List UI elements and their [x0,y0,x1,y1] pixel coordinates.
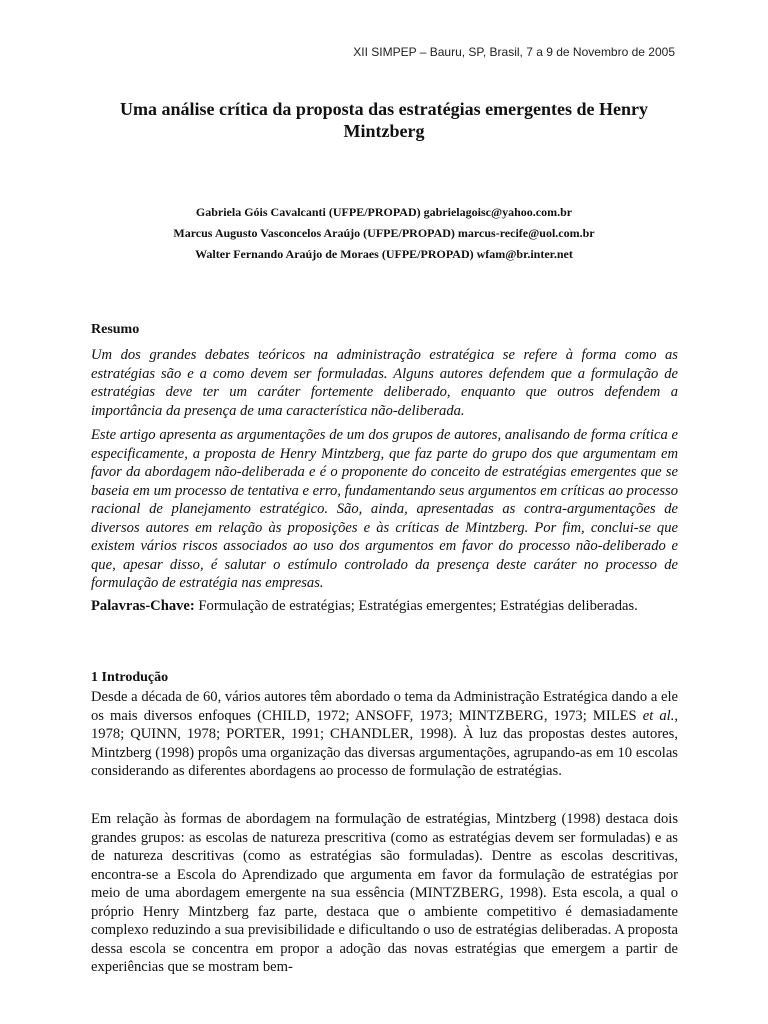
author-list [80,202,688,265]
intro-text: Desde a década de 60, vários autores têm abordado o tema da Administração Estratégica dando a ele os mais diversos enfoques (CHILD, 1972; ANSOFF, 1973; MINTZBERG, 1973; MILES [91,689,678,724]
author-line: Marcus Augusto Vasconcelos Araújo (UFPE/PROPAD) marcus-recife@uol.com.br [173,226,595,240]
intro-text: , 1978; QUINN, 1978; PORTER, 1991; CHANDLER, 1998). À luz das propostas destes autores, Mintzberg (1998) propôs uma organização das diversas argumentações, agrupando-as em 10 escolas considerando as diferentes abordagens ao processo de formulação de estratégias. [91,707,678,779]
abstract-paragraph: Este artigo apresenta as argumentações de um dos grupos de autores, analisando de forma crítica e especificamente, a proposta de Henry Mintzberg, que faz parte do grupo dos que argumentam em favor da abordagem não-deliberada e é o proponente do conceito de estratégias emergentes que se baseia em um processo de tentativa e erro, fundamentando seus argumentos em críticas ao processo racional de planejamento estratégico. São, ainda, apresentadas as contra-argumentações de diversos autores em relação às proposições e às críticas de Mintzberg. Por fim, conclui-se que existem vários riscos associados ao uso dos argumentos em favor do processo não-deliberado e que, apesar disso, é salutar o estímulo controlado da presença deste caráter no processo de formulação de estratégia nas empresas. [91,427,678,591]
keywords-label: Palavras-Chave: [91,598,195,614]
intro-italic-text: et al. [642,707,675,724]
running-header: XII SIMPEP – Bauru, SP, Brasil, 7 a 9 de Novembro de 2005 [353,45,675,59]
author-line: Walter Fernando Araújo de Moraes (UFPE/PROPAD) wfam@br.inter.net [195,247,573,261]
keywords [91,597,678,616]
author-line: Gabriela Góis Cavalcanti (UFPE/PROPAD) gabrielagoisc@yahoo.com.br [195,205,573,219]
introduction-paragraph: Em relação às formas de abordagem na formulação de estratégias, Mintzberg (1998) destaca dois grandes grupos: as escolas de natureza prescritiva (como as estratégias devem ser formuladas) e as de natureza descritivas (como as estratégias são formuladas). Dentre as escolas descritivas, encontra-se a Escola do Aprendizado que argumenta em favor da formulação de estratégias por meio de uma abordagem emergente na sua essência (MINTZBERG, 1998). Esta escola, a qual o próprio Henry Mintzberg faz parte, destaca que o ambiente competitivo é demasiadamente complexo reduzindo a sua previsibilidade e dificultando o uso de estratégias deliberadas. A proposta dessa escola se concentra em propor a adoção das novas estratégias que emergem a partir de experiências que se mostram bem- [91,811,678,975]
paper-title: Uma análise crítica da proposta das estratégias emergentes de Henry Mintzberg [119,99,649,141]
abstract-heading: Resumo [91,322,140,337]
abstract-paragraph: Um dos grandes debates teóricos na administração estratégica se refere à forma como as estratégias são e a como devem ser formuladas. Alguns autores defendem que a formulação de estratégias deve ter um caráter fortemente deliberado, enquanto que outros defendem a importância da presença de uma característica não-deliberada. [91,347,678,419]
introduction-heading: 1 Introdução [91,670,169,685]
keywords-text: Formulação de estratégias; Estratégias emergentes; Estratégias deliberadas. [198,598,638,614]
introduction-paragraph [91,688,678,781]
